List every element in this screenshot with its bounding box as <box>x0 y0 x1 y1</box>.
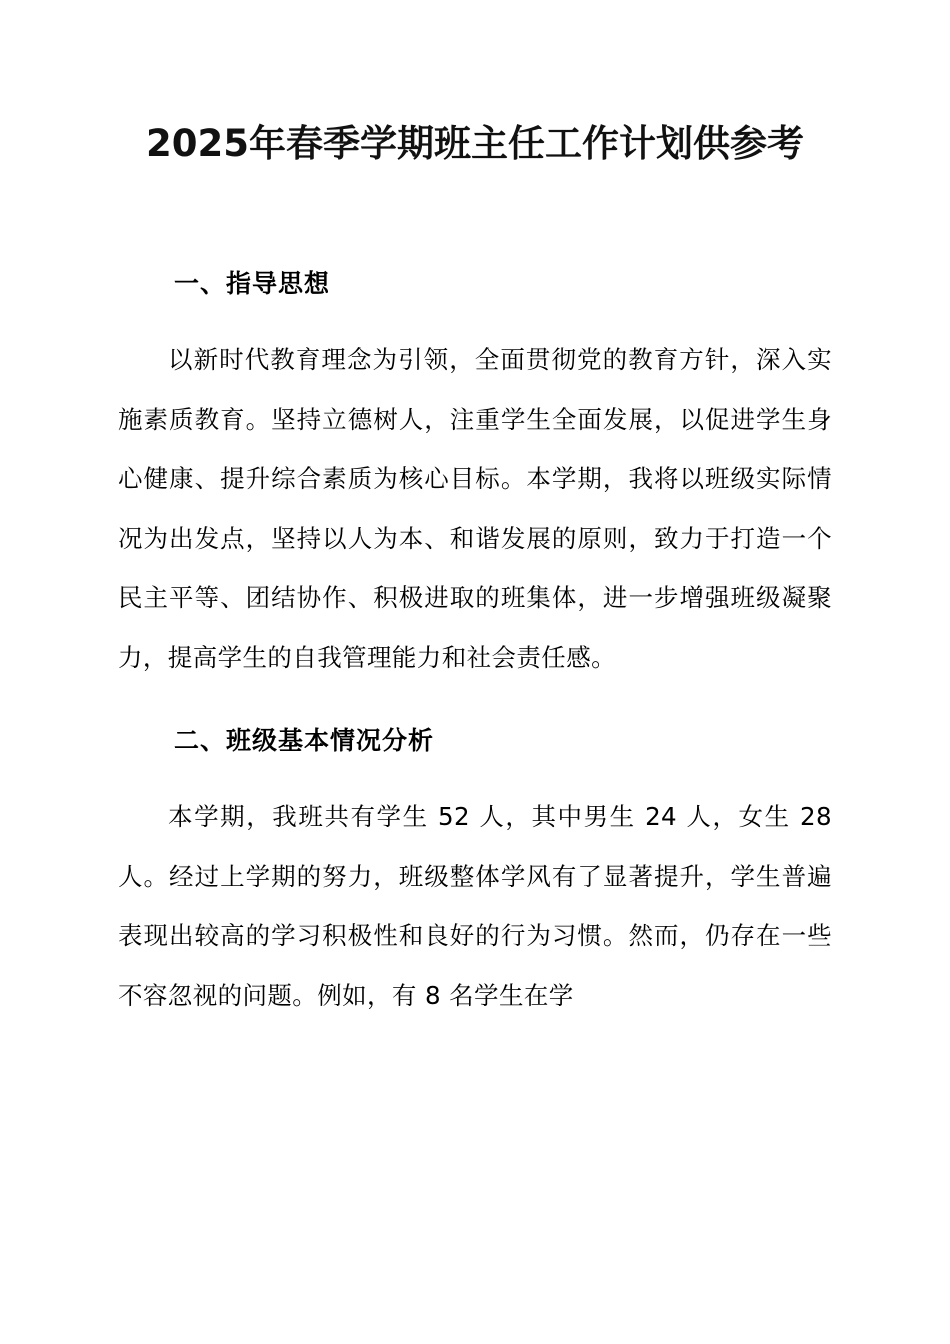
page-title: 2025年春季学期班主任工作计划供参考 <box>146 122 804 165</box>
section-paragraph-2: 本学期，我班共有学生 52 人，其中男生 24 人，女生 28 人。经过上学期的努力，班级整体学风有了显著提升，学生普遍表现出较高的学习积极性和良好的行为习惯。然而，仍存在一些不容忽视的问题。例如，有 8 名学生在学 <box>118 802 832 1010</box>
section-paragraph-1: 以新时代教育理念为引领，全面贯彻党的教育方针，深入实施素质教育。坚持立德树人，注重学生全面发展，以促进学生身心健康、提升综合素质为核心目标。本学期，我将以班级实际情况为出发点，坚持以人为本、和谐发展的原则，致力于打造一个民主平等、团结协作、积极进取的班集体，进一步增强班级凝聚力，提高学生的自我管理能力和社会责任感。 <box>118 345 832 672</box>
heading-body-gap-1 <box>118 304 832 330</box>
title-spacer <box>118 168 832 264</box>
heading-body-gap-2 <box>118 761 832 787</box>
section-gap <box>118 687 832 721</box>
section-heading-1: 一、指导思想 <box>174 269 331 299</box>
section-heading-2: 二、班级基本情况分析 <box>174 726 435 756</box>
